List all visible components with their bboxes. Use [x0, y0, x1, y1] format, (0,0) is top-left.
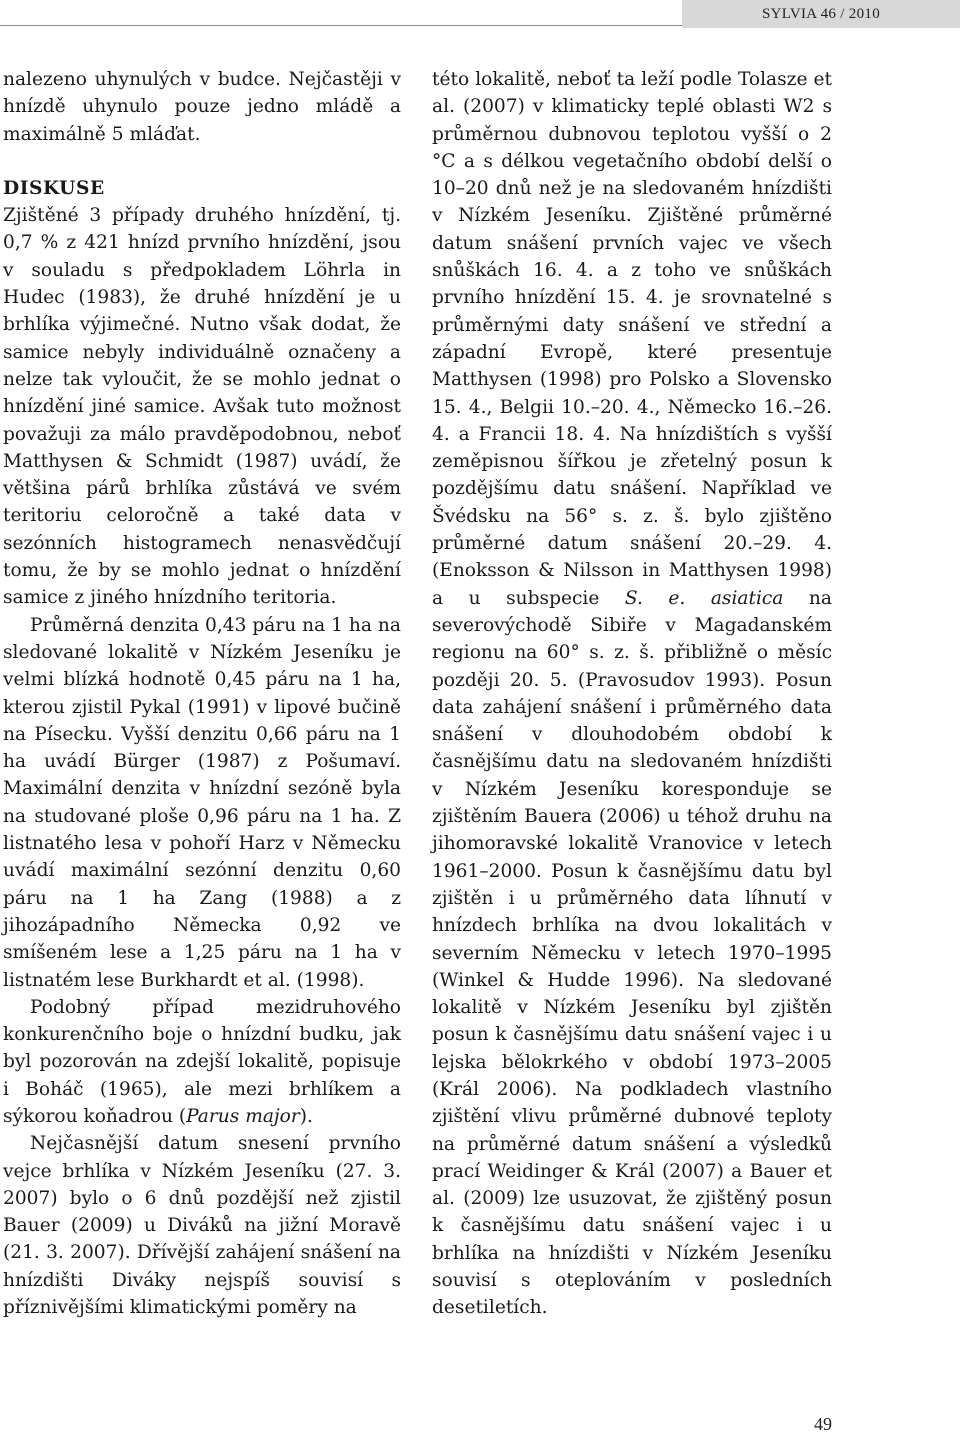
paragraph-laying-date [432, 66, 832, 1322]
section-title: DISKUSE [3, 177, 105, 199]
subspecies-name: S. e. asiatica [624, 587, 784, 609]
paragraph-continuation: nalezeno uhynulých v budce. Nejčastěji v hnízdě uhynulo pouze jedno mládě a maximálně 5 mláďat. [3, 69, 401, 145]
left-column [3, 66, 401, 1321]
species-name-parus-major: Parus major [186, 1105, 300, 1127]
running-head: SYLVIA 46 / 2010 [682, 0, 960, 28]
paragraph-competition-end: ). [299, 1105, 313, 1127]
page-number: 49 [814, 1414, 832, 1434]
paragraph-competition-text: Podobný případ mezidruhového konkurenčního boje o hnízdní budku, jak byl pozorován na zdejší lokalitě, popisuje i Boháč (1965), ale mezi brhlíkem a sýkorou koňadrou ( [3, 996, 401, 1127]
header-rule [0, 25, 682, 26]
right-column [432, 66, 832, 1322]
paragraph-second-nesting: Zjištěné 3 případy druhého hnízdění, tj. 0,7 % z 421 hnízd prvního hnízdění, jsou v souladu s předpokladem Löhrla in Hudec (1983), že druhé hnízdění je u brhlíka výjimečné. Nutno však dodat, že samice nebyly individuálně označeny a nelze tak vyloučit, že se mohlo jednat o hnízdění jiné samice. Avšak tuto možnost považuji za málo pravděpodobnou, neboť Matthysen & Schmidt (1987) uvádí, že většina párů brhlíka zůstává ve svém teritoriu celoročně a také data v sezónních histogramech nenasvědčují tomu, že by se mohlo jednat o hnízdění samice z jiného hnízdního teritoria. [3, 205, 401, 609]
paragraph-laying-date-continued: na severovýchodě Sibiře v Magadanském regionu na 60° s. z. š. přibližně o měsíc později 20. 5. (Pravosudov 1993). Posun data zahájení snášení i průměrného data snášení v dlouhodobém období k časnějšímu datu na sledovaném hnízdišti v Nízkém Jeseníku koresponduje se zjištěním Bauera (2006) u téhož druhu na jihomoravské lokalitě Vranovice v letech 1961–2000. Posun k časnějšímu datu byl zjištěn i u průměrného data líhnutí v hnízdech brhlíka na dvou lokalitách v severním Německu v letech 1970–1995 (Winkel & Hudde 1996). Na sledované lokalitě v Nízkém Jeseníku byl zjištěn posun k časnějšímu datu snášení vajec i u lejska bělokrkého v období 1973–2005 (Král 2006). Na podkladech vlastního zjištění vlivu průměrné dubnové teploty na průměrné datum snášení a výsledků prací Weidinger & Král (2007) a Bauer et al. (2009) lze usuzovat, že zjištěný posun k časnějšímu datu snášení vajec i u brhlíka na hnízdišti v Nízkém Jeseníku souvisí s oteplováním v posledních desetiletích. [432, 587, 832, 1319]
paragraph-laying-date-text: této lokalitě, neboť ta leží podle Tolasze et al. (2007) v klimaticky teplé oblasti W2 s průměrnou dubnovou teplotou vyšší o 2 °C a s délkou vegetačního období delší o 10–20 dnů než je na sledovaném hnízdišti v Nízkém Jeseníku. Zjištěné průměrné datum snášení prvních vajec ve všech snůškách 16. 4. a z toho ve snůškách prvního hnízdění 15. 4. je srovnatelné s průměrnými daty snášení ve střední a západní Evropě, které presentuje Matthysen (1998) pro Polsko a Slovensko 15. 4., Belgii 10.–20. 4., Německo 16.–26. 4. a Francii 18. 4. Na hnízdištích s vyšší zeměpisnou šířkou je zřetelný posun k pozdějšímu datu snášení. Například ve Švédsku na 56° s. z. š. bylo zjištěno průměrné datum snášení 20.–29. 4. (Enoksson & Nilsson in Matthysen 1998) a u subspecie [432, 69, 832, 609]
paragraph-earliest-date: Nejčasnější datum snesení prvního vejce brhlíka v Nízkém Jeseníku (27. 3. 2007) bylo o 6 dnů pozdější než zjistil Bauer (2009) u Diváků na jižní Moravě (21. 3. 2007). Dřívější zahájení snášení na hnízdišti Diváky nejspíš souvisí s příznivějšími klimatickými poměry na [3, 1133, 401, 1319]
paragraph-density: Průměrná denzita 0,43 páru na 1 ha na sledované lokalitě v Nízkém Jeseníku je velmi blízká hodnotě 0,45 páru na 1 ha, kterou zjistil Pykal (1991) v lipové bučině na Písecku. Vyšší denzitu 0,66 páru na 1 ha uvádí Bürger (1987) z Pošumaví. Maximální denzita v hnízdní sezóně byla na studované ploše 0,96 páru na 1 ha. Z listnatého lesa v pohoří Harz v Německu uvádí maximální sezónní denzitu 0,60 páru na 1 ha Zang (1988) a z jihozápadního Německa 0,92 ve smíšeném lese a 1,25 páru na 1 ha v listnatém lese Burkhardt et al. (1998). [3, 614, 401, 991]
paragraph-competition [3, 994, 401, 1130]
